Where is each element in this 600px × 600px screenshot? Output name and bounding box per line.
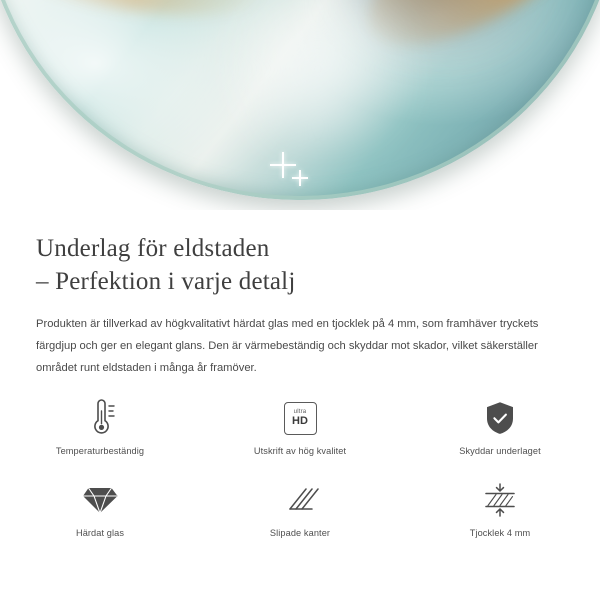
diamond-icon (80, 478, 120, 522)
feature-label: Slipade kanter (269, 528, 331, 538)
headline-line-2: – Perfektion i varje detalj (36, 268, 296, 295)
ultra-hd-icon (284, 396, 317, 440)
feature-item-temperature-resistant (0, 396, 200, 470)
thickness-icon (480, 478, 520, 522)
feature-item-print-quality (200, 396, 400, 470)
ultra-hd-badge (284, 402, 317, 435)
feature-label: Utskrift av hög kvalitet (253, 446, 347, 456)
feature-label: Härdat glas (75, 528, 125, 538)
feature-item-thickness (400, 478, 600, 552)
shield-check-icon (482, 396, 518, 440)
feature-item-surface-protection (400, 396, 600, 470)
feature-list (0, 396, 600, 552)
headline-line-1: Underlag för eldstaden (36, 235, 270, 262)
badge-bottom-text: HD (292, 415, 308, 427)
feature-item-tempered-glass (0, 478, 200, 552)
feature-item-polished-edges (200, 478, 400, 552)
text-content (0, 210, 600, 380)
polished-edges-icon (281, 478, 319, 522)
description-paragraph: Produkten är tillverkad av högkvalitativt härdat glas med en tjocklek på 4 mm, som framhäver tryckets färgdjup och ger en elegant glans. Den är värmebeständig och skyddar mot skador, vilket säkerställer området runt eldstaden i många år framöver. (36, 318, 539, 374)
marble-pattern (0, 0, 600, 200)
feature-label: Skyddar underlaget (459, 446, 541, 456)
glass-disc (0, 0, 600, 200)
hero-product-image (0, 0, 600, 210)
feature-label: Tjocklek 4 mm (469, 528, 531, 538)
feature-label: Temperaturbeständig (55, 446, 145, 456)
thermometer-icon (80, 396, 120, 440)
page-title (0, 210, 600, 298)
badge-top-text: ultra (293, 409, 307, 415)
